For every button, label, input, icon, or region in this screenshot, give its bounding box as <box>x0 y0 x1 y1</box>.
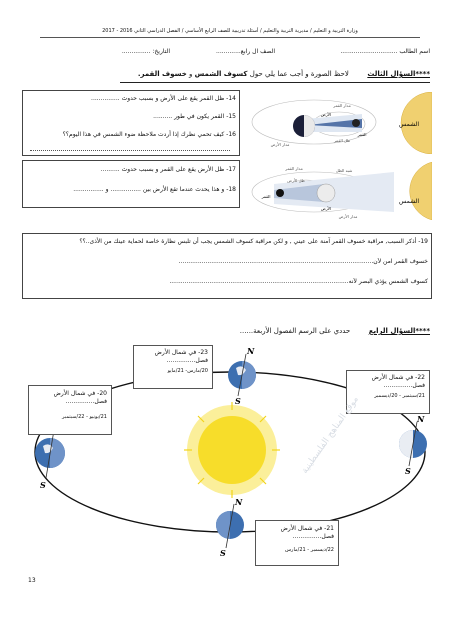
q19-answer-line-1[interactable]: خسوف القمر آمن لأن...................................................................................................... <box>178 258 428 265</box>
earth-orbit-label: مدار الأرض <box>270 142 290 147</box>
south-label-left: S <box>40 480 46 490</box>
earth-right <box>399 422 427 466</box>
season-right-title: 22- في شمال الأرض <box>371 374 425 381</box>
season-top-date: 20/مارس- 21/مايو <box>167 368 208 374</box>
season-right-date: 21/سبتمبر - 20/ديسمبر <box>374 393 425 399</box>
q4-title: ****السؤال الرابع <box>368 327 430 335</box>
moon-orbit-label: مدار القمر <box>333 103 351 108</box>
q3-topic-a: كسوف الشمس <box>194 70 248 78</box>
q3-topic-b: خسوف القمر. <box>137 70 187 78</box>
earth-label: الأرض <box>320 206 332 211</box>
season-top-title: 23- في شمال الأرض <box>154 349 208 356</box>
season-box-top <box>133 345 213 389</box>
earth-top <box>228 354 256 396</box>
q16-text: 16- كيف تحمي نظرك إذا أردت ملاحظة ضوء الشمس في هذا اليوم؟؟ <box>62 131 236 138</box>
season-box-bottom <box>255 520 339 566</box>
q4-title-row <box>180 327 430 336</box>
sun-shape <box>410 162 432 220</box>
moon-shape <box>352 119 360 127</box>
q3-title: ****السؤال الثالث <box>367 70 430 78</box>
q3-conj: و <box>188 70 193 78</box>
earth-bottom <box>216 504 244 548</box>
moon-orbit-label: مدار القمر <box>285 166 303 171</box>
student-name-field[interactable]: اسم الطالب .............................. <box>340 48 430 55</box>
moon-label: القمر <box>261 194 271 199</box>
q3-title-row <box>90 70 430 79</box>
north-label-right: N <box>417 414 425 424</box>
shadow-label: ظل القمر <box>333 138 351 143</box>
q17-text: 17- ظل الأرض يقع على القمر و بسبب حدوث .......... <box>100 166 236 173</box>
page-number: 13 <box>28 577 36 584</box>
shadow-label: ظل الأرض <box>287 178 305 183</box>
south-label-top: S <box>235 396 241 406</box>
q3-title-underline <box>120 82 430 83</box>
north-label-bottom: N <box>235 497 243 507</box>
south-label-right: S <box>405 466 411 476</box>
q19-question: 19- أذكر السبب, مراقبة خسوف القمر آمنة على عيني , و لكن مراقبة كسوف الشمس يجب أن تلبس نظارة خاصة لحماية عينك من الأذى..؟؟ <box>79 238 428 245</box>
ministry-header: وزارة التربية و التعليم / مديرية التربية والتعليم / أسئلة تدريبية للصف الرابع الأساسي / الفصل الدراسي الثاني 2016 - 2017 <box>102 28 358 34</box>
penumbra-label: شبه الظل <box>335 168 353 173</box>
q16-answer-line[interactable] <box>30 150 230 151</box>
season-top-answer[interactable]: فصل............... <box>166 357 208 364</box>
q14-text: 14- ظل القمر يقع على الأرض و بسبب حدوث ............... <box>91 95 236 102</box>
q18-text: 18- و هذا يحدث عندما تقع الأرض بين ................ و ................ <box>73 186 236 193</box>
earth-orbit-label: مدار الأرض <box>338 214 358 219</box>
south-label-bottom: S <box>220 548 226 558</box>
season-left-date: 21/يونيو - 22/سبتمبر <box>62 414 107 420</box>
sun-shape <box>198 416 266 484</box>
earth-shape <box>317 184 335 202</box>
season-right-answer[interactable]: فصل............... <box>383 382 425 389</box>
moon-label: القمر <box>357 132 367 137</box>
q4-instruction: حددي على الرسم الفصول الأربعة...... <box>239 327 351 335</box>
north-label-top: N <box>247 346 255 356</box>
lunar-eclipse-diagram <box>244 162 432 220</box>
q19-answer-line-2[interactable]: كسوف الشمس يؤذي البصر لأنه.............................................................................................. <box>169 278 428 285</box>
season-box-right <box>346 370 430 414</box>
season-left-answer[interactable]: فصل............... <box>65 398 107 405</box>
header-rule <box>40 37 420 38</box>
sun-label: الشمس <box>399 198 419 205</box>
season-box-left <box>28 385 112 435</box>
sun-label: الشمس <box>399 121 419 128</box>
season-left-title: 20- في شمال الأرض <box>53 390 107 397</box>
date-field[interactable]: التاريخ: ............... <box>121 48 170 55</box>
watermark: موقع المناهج الفلسطينية <box>300 394 361 476</box>
season-bottom-answer[interactable]: فصل............... <box>292 533 334 540</box>
q15-text: 15- القمر يكون في طور .......... <box>153 113 236 120</box>
grade-field[interactable]: الصف ال رابع............. <box>216 48 275 55</box>
season-bottom-title: 21- في شمال الأرض <box>280 525 334 532</box>
earth-left <box>35 430 65 478</box>
season-bottom-date: 22/ديسمبر - 21/مارس <box>284 547 334 553</box>
solar-eclipse-diagram <box>244 92 432 154</box>
earth-label: الأرض <box>320 112 332 117</box>
q3-instruction: لاحظ الصورة و أجب عما يلي حول <box>249 70 349 78</box>
moon-shape <box>276 189 284 197</box>
